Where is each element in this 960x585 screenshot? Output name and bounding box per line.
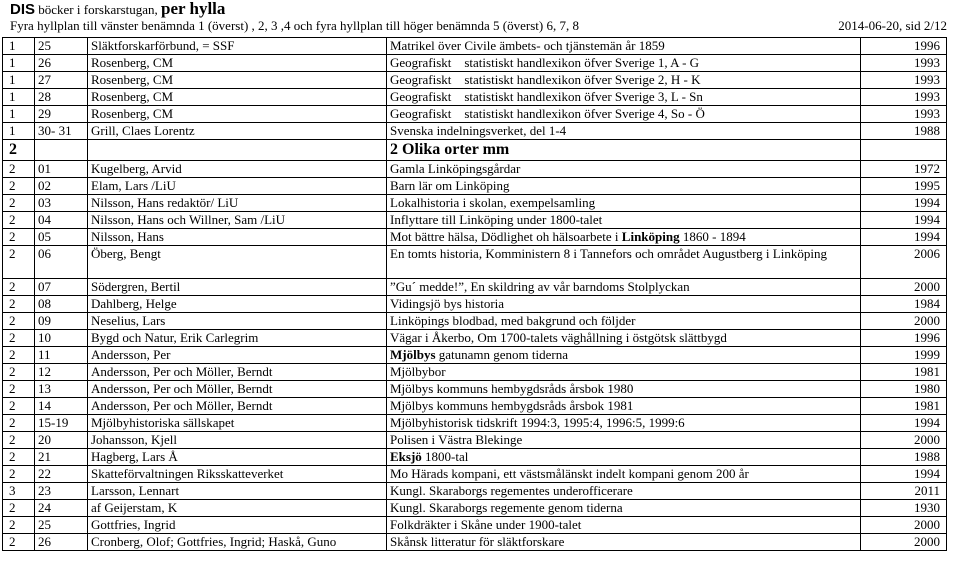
document-subtitle: Fyra hyllplan till vänster benämnda 1 (överst) , 2, 3 ,4 och fyra hyllplan till höger benämnda 5 (överst) 6, 7, 8 [10,18,579,33]
table-row [3,466,947,483]
title-cell: Matrikel över Civile ämbets- och tjänstemän år 1859 [387,38,861,55]
place-name: Mjölbys [390,347,436,362]
table-row [3,517,947,534]
shelf-cell: 2 [3,347,35,364]
year-cell: 1981 [861,398,947,415]
author-cell: Nilsson, Hans redaktör/ LiU [88,195,387,212]
table-row [3,72,947,89]
year-cell: 1993 [861,72,947,89]
year-cell: 1993 [861,89,947,106]
number-cell: 27 [35,72,88,89]
author-cell: Andersson, Per och Möller, Berndt [88,364,387,381]
section-row [3,140,947,161]
title-cell: Mjölbybor [387,364,861,381]
shelf-cell: 2 [3,500,35,517]
title-cell: Mjölbyhistorisk tidskrift 1994:3, 1995:4, 1996:5, 1999:6 [387,415,861,432]
author-cell: Öberg, Bengt [88,246,387,279]
table-row [3,500,947,517]
shelf-cell: 2 [3,313,35,330]
number-cell: 02 [35,178,88,195]
title-cell: Geografiskt statistiskt handlexikon öfver Sverige 3, L - Sn [387,89,861,106]
year-cell: 2000 [861,279,947,296]
number-cell: 24 [35,500,88,517]
document-title [10,0,225,19]
table-row [3,279,947,296]
number-cell: 01 [35,161,88,178]
title-cell: ”Gu´ medde!”, En skildring av vår barndoms Stolplyckan [387,279,861,296]
title-cell: Gamla Linköpingsgårdar [387,161,861,178]
year-cell: 1995 [861,178,947,195]
title-cell: Linköpings blodbad, med bakgrund och följder [387,313,861,330]
number-cell: 03 [35,195,88,212]
title-cell: Vidingsjö bys historia [387,296,861,313]
table-row [3,398,947,415]
author-cell: Andersson, Per och Möller, Berndt [88,381,387,398]
title-cell [387,229,861,246]
author-cell: Bygd och Natur, Erik Carlegrim [88,330,387,347]
number-cell: 12 [35,364,88,381]
year-cell: 1996 [861,38,947,55]
year-cell: 2000 [861,432,947,449]
author-cell: Elam, Lars /LiU [88,178,387,195]
number-cell: 30- 31 [35,123,88,140]
table-row [3,55,947,72]
shelf-cell: 2 [3,178,35,195]
number-cell: 29 [35,106,88,123]
author-cell: Hagberg, Lars Å [88,449,387,466]
shelf-cell: 1 [3,55,35,72]
section-empty [88,140,387,161]
title-cell: Svenska indelningsverket, del 1-4 [387,123,861,140]
author-cell: Rosenberg, CM [88,89,387,106]
shelf-cell: 2 [3,398,35,415]
number-cell: 20 [35,432,88,449]
shelf-cell: 2 [3,517,35,534]
author-cell: Grill, Claes Lorentz [88,123,387,140]
year-cell: 2000 [861,517,947,534]
year-cell: 1988 [861,449,947,466]
shelf-cell: 2 [3,212,35,229]
title-cell: Geografiskt statistiskt handlexikon öfver Sverige 2, H - K [387,72,861,89]
shelf-cell: 2 [3,466,35,483]
author-cell: Nilsson, Hans [88,229,387,246]
title-cell [387,347,861,364]
title-cell: Skånsk litteratur för släktforskare [387,534,861,551]
table-row [3,534,947,551]
table-row [3,123,947,140]
title-cell [387,449,861,466]
shelf-cell: 2 [3,381,35,398]
number-cell: 04 [35,212,88,229]
shelf-cell: 2 [3,364,35,381]
shelf-cell: 2 [3,161,35,178]
number-cell: 28 [35,89,88,106]
title-cell: Kungl. Skaraborgs regementes underofficerare [387,483,861,500]
title-cell: En tomts historia, Komministern 8 i Tannefors och området Augustberg i Linköping [387,246,861,279]
author-cell: Gottfries, Ingrid [88,517,387,534]
shelf-cell: 3 [3,483,35,500]
table-row [3,296,947,313]
author-cell: Andersson, Per [88,347,387,364]
year-cell: 1930 [861,500,947,517]
book-table [2,37,947,551]
year-cell: 2006 [861,246,947,279]
title-cell: Lokalhistoria i skolan, exempelsamling [387,195,861,212]
shelf-cell: 1 [3,38,35,55]
shelf-cell: 2 [3,330,35,347]
shelf-cell: 1 [3,106,35,123]
author-cell: Släktforskarförbund, = SSF [88,38,387,55]
number-cell: 25 [35,517,88,534]
title-text: gatunamn genom tiderna [435,347,568,362]
year-cell: 1988 [861,123,947,140]
number-cell: 21 [35,449,88,466]
title-mid: böcker i forskarstugan, [35,2,162,17]
shelf-cell: 2 [3,449,35,466]
year-cell: 1994 [861,195,947,212]
table-row [3,347,947,364]
title-cell: Polisen i Västra Blekinge [387,432,861,449]
year-cell: 1980 [861,381,947,398]
shelf-cell: 2 [3,229,35,246]
year-cell: 1994 [861,212,947,229]
author-cell: Rosenberg, CM [88,55,387,72]
title-cell: Vägar i Åkerbo, Om 1700-talets väghållning i östgötsk slättbygd [387,330,861,347]
title-cell: Geografiskt statistiskt handlexikon öfver Sverige 4, So - Ö [387,106,861,123]
number-cell: 09 [35,313,88,330]
author-cell: Rosenberg, CM [88,72,387,89]
title-text: 1860 - 1894 [679,229,746,244]
table-row [3,161,947,178]
author-cell: Rosenberg, CM [88,106,387,123]
title-cell: Mo Härads kompani, ett västsmålänskt indelt kompani genom 200 år [387,466,861,483]
author-cell: Johansson, Kjell [88,432,387,449]
number-cell: 14 [35,398,88,415]
title-cell: Inflyttare till Linköping under 1800-talet [387,212,861,229]
year-cell: 1999 [861,347,947,364]
number-cell: 22 [35,466,88,483]
table-row [3,449,947,466]
author-cell: Neselius, Lars [88,313,387,330]
date-page: 2014-06-20, sid 2/12 [838,18,947,33]
place-name: Eksjö [390,449,422,464]
author-cell: Nilsson, Hans och Willner, Sam /LiU [88,212,387,229]
title-text: Mot bättre hälsa, Dödlighet oh hälsoarbete i [390,229,622,244]
title-cell: Kungl. Skaraborgs regemente genom tiderna [387,500,861,517]
shelf-cell: 2 [3,195,35,212]
shelf-cell: 2 [3,279,35,296]
number-cell: 07 [35,279,88,296]
author-cell: Dahlberg, Helge [88,296,387,313]
page-header [0,0,960,38]
number-cell: 06 [35,246,88,279]
year-cell: 1996 [861,330,947,347]
table-row [3,195,947,212]
table-row [3,212,947,229]
author-cell: Mjölbyhistoriska sällskapet [88,415,387,432]
place-name: Linköping [621,229,680,244]
number-cell: 05 [35,229,88,246]
table-row [3,178,947,195]
shelf-cell: 2 [3,415,35,432]
shelf-cell: 1 [3,72,35,89]
number-cell: 23 [35,483,88,500]
year-cell: 1994 [861,415,947,432]
author-cell: Larsson, Lennart [88,483,387,500]
author-cell: af Geijerstam, K [88,500,387,517]
number-cell: 25 [35,38,88,55]
section-shelf: 2 [3,140,35,161]
number-cell: 26 [35,55,88,72]
table-row [3,313,947,330]
shelf-cell: 2 [3,432,35,449]
number-cell: 13 [35,381,88,398]
year-cell: 1993 [861,55,947,72]
number-cell: 15-19 [35,415,88,432]
year-cell: 1981 [861,364,947,381]
author-cell: Södergren, Bertil [88,279,387,296]
year-cell: 1984 [861,296,947,313]
title-cell: Barn lär om Linköping [387,178,861,195]
number-cell: 08 [35,296,88,313]
section-empty [861,140,947,161]
shelf-cell: 2 [3,296,35,313]
shelf-cell: 1 [3,123,35,140]
year-cell: 1994 [861,229,947,246]
author-cell: Kugelberg, Arvid [88,161,387,178]
title-cell: Mjölbys kommuns hembygdsråds årsbok 1980 [387,381,861,398]
table-row [3,364,947,381]
year-cell: 1993 [861,106,947,123]
year-cell: 2000 [861,313,947,330]
table-row [3,432,947,449]
year-cell: 2011 [861,483,947,500]
section-title: 2 Olika orter mm [387,140,861,161]
title-cell: Geografiskt statistiskt handlexikon öfver Sverige 1, A - G [387,55,861,72]
author-cell: Cronberg, Olof; Gottfries, Ingrid; Haskå, Guno [88,534,387,551]
table-row [3,381,947,398]
table-row [3,246,947,279]
year-cell: 1994 [861,466,947,483]
shelf-cell: 1 [3,89,35,106]
title-cell: Mjölbys kommuns hembygdsråds årsbok 1981 [387,398,861,415]
title-text: 1800-tal [421,449,469,464]
title-prefix: DIS [10,1,36,18]
table-row [3,89,947,106]
shelf-cell: 2 [3,534,35,551]
table-row [3,229,947,246]
table-row [3,483,947,500]
author-cell: Andersson, Per och Möller, Berndt [88,398,387,415]
section-empty [35,140,88,161]
author-cell: Skatteförvaltningen Riksskatteverket [88,466,387,483]
title-tail: per hylla [161,0,226,18]
number-cell: 10 [35,330,88,347]
table-row [3,38,947,55]
year-cell: 2000 [861,534,947,551]
number-cell: 26 [35,534,88,551]
year-cell: 1972 [861,161,947,178]
number-cell: 11 [35,347,88,364]
title-cell: Folkdräkter i Skåne under 1900-talet [387,517,861,534]
table-row [3,106,947,123]
shelf-cell: 2 [3,246,35,279]
table-row [3,330,947,347]
table-row [3,415,947,432]
